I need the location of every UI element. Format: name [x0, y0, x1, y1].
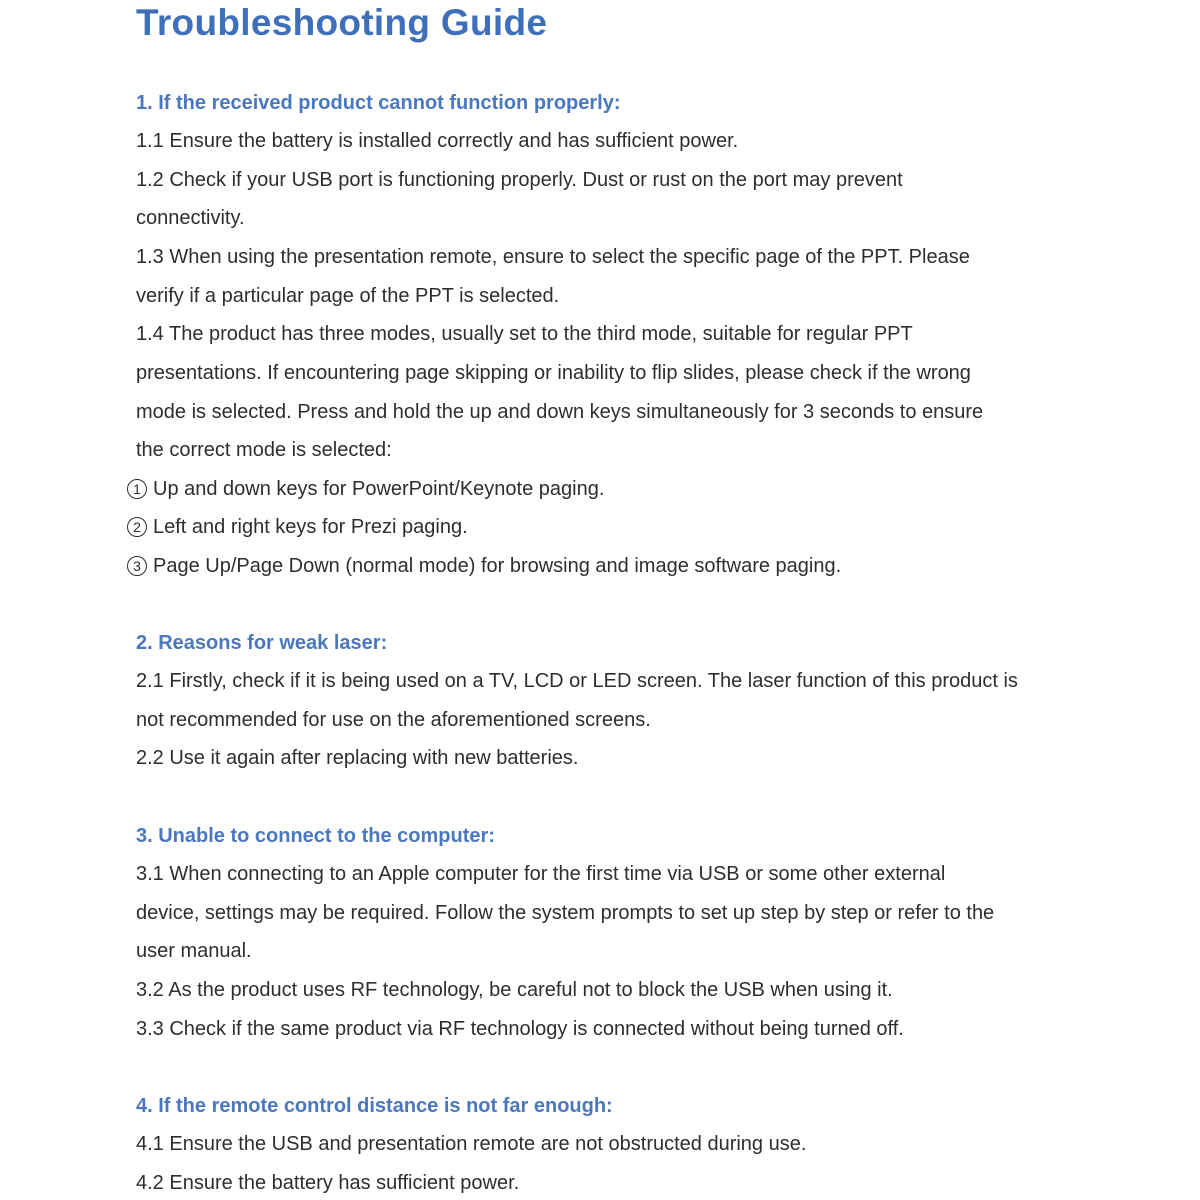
section-4-heading: 4. If the remote control distance is not far enough:: [136, 1095, 613, 1117]
circled-number: 1: [127, 479, 147, 499]
section-2-heading: 2. Reasons for weak laser:: [136, 632, 388, 654]
section-2-line: 2.1 Firstly, check if it is being used on a TV, LCD or LED screen. The laser function of this product is: [136, 670, 1018, 692]
mode-item: [127, 553, 841, 579]
mode-item: [127, 476, 604, 502]
section-1-line: presentations. If encountering page skipping or inability to flip slides, please check if the wrong: [136, 362, 971, 384]
section-1-line: mode is selected. Press and hold the up and down keys simultaneously for 3 seconds to ensure: [136, 401, 984, 423]
mode-text: Up and down keys for PowerPoint/Keynote paging.: [153, 478, 605, 500]
section-1-line: 1.1 Ensure the battery is installed correctly and has sufficient power.: [136, 130, 739, 152]
section-3-line: 3.1 When connecting to an Apple computer for the first time via USB or some other external: [136, 863, 946, 885]
section-4-line: 4.2 Ensure the battery has sufficient power.: [136, 1172, 520, 1194]
section-2-line: 2.2 Use it again after replacing with new batteries.: [136, 747, 579, 769]
section-4-line: 4.1 Ensure the USB and presentation remote are not obstructed during use.: [136, 1133, 807, 1155]
section-1-heading: 1. If the received product cannot function properly:: [136, 92, 621, 114]
section-3-line: 3.2 As the product uses RF technology, be careful not to block the USB when using it.: [136, 979, 893, 1001]
section-1-line: the correct mode is selected:: [136, 439, 392, 461]
mode-item: [127, 514, 468, 540]
section-1-line: connectivity.: [136, 207, 245, 229]
section-3-heading: 3. Unable to connect to the computer:: [136, 825, 495, 847]
section-3-line: user manual.: [136, 940, 252, 962]
circled-number: 2: [127, 517, 147, 537]
section-1-line: 1.2 Check if your USB port is functioning properly. Dust or rust on the port may prevent: [136, 169, 903, 191]
circled-number: 3: [127, 556, 147, 576]
page-title: Troubleshooting Guide: [136, 2, 548, 43]
mode-text: Left and right keys for Prezi paging.: [153, 516, 468, 538]
section-1-line: 1.4 The product has three modes, usually set to the third mode, suitable for regular PPT: [136, 323, 913, 345]
section-3-line: 3.3 Check if the same product via RF technology is connected without being turned off.: [136, 1018, 904, 1040]
section-1-line: verify if a particular page of the PPT is selected.: [136, 285, 560, 307]
mode-text: Page Up/Page Down (normal mode) for browsing and image software paging.: [153, 555, 842, 577]
section-1-line: 1.3 When using the presentation remote, ensure to select the specific page of the PPT. Please: [136, 246, 970, 268]
section-3-line: device, settings may be required. Follow the system prompts to set up step by step or refer to the: [136, 902, 995, 924]
section-2-line: not recommended for use on the aforementioned screens.: [136, 709, 651, 731]
